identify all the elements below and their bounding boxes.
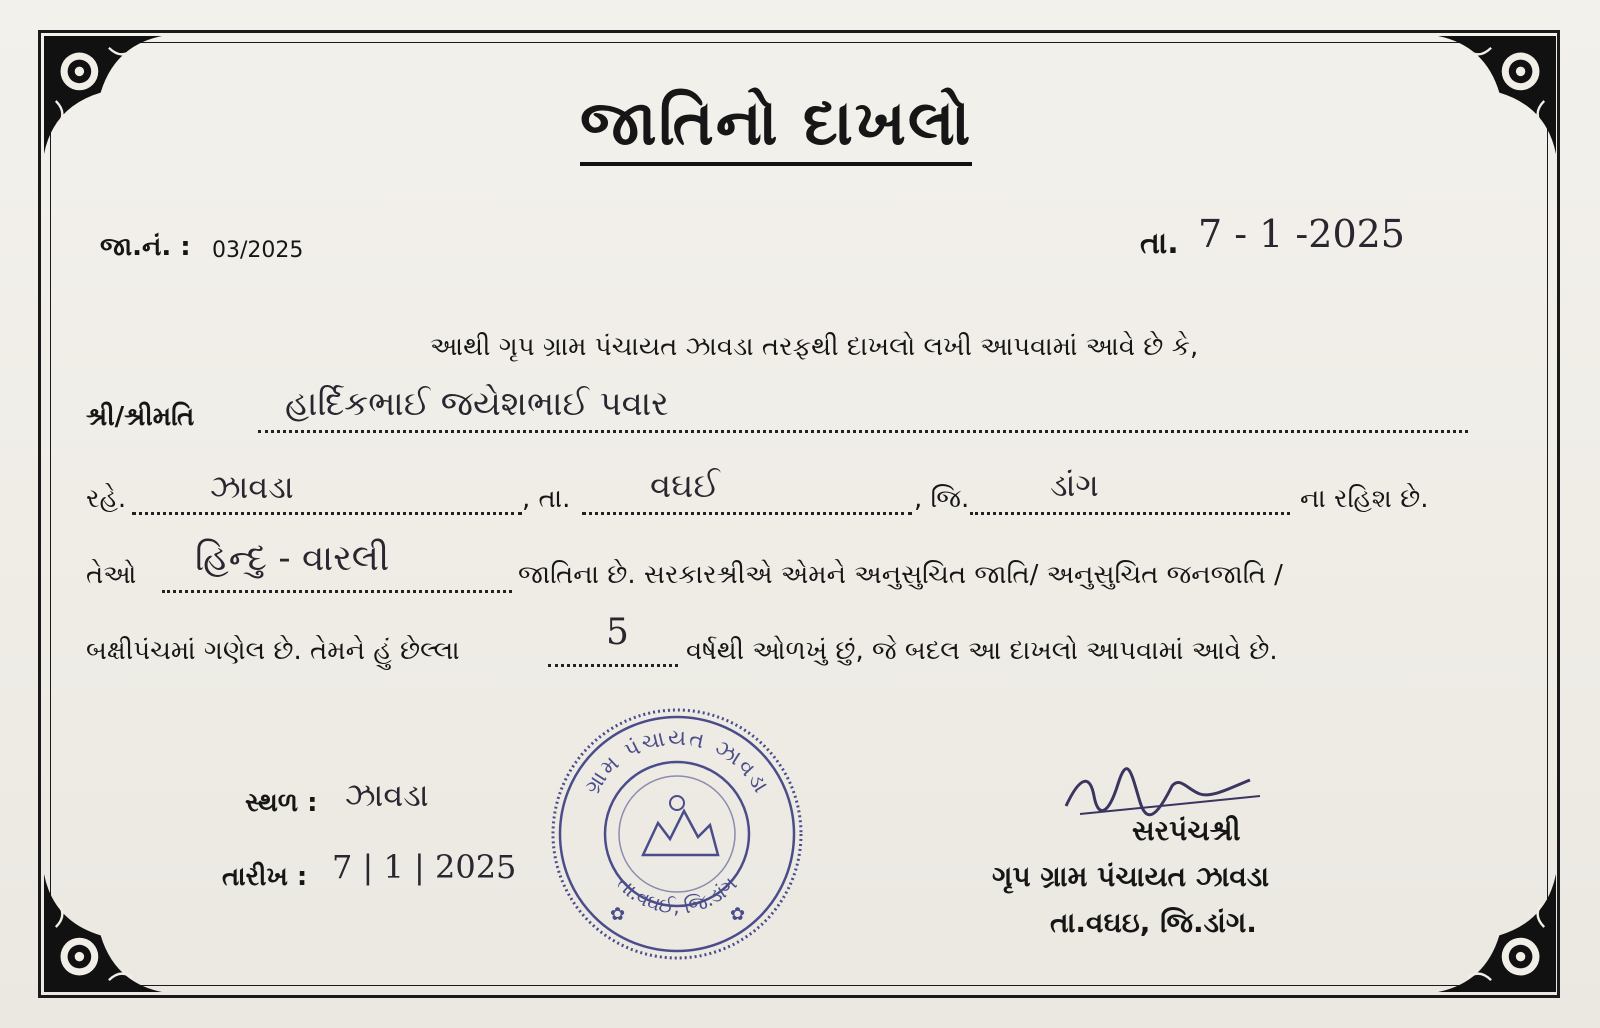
district-value: ડાંગ bbox=[1050, 466, 1099, 504]
svg-text:✿: ✿ bbox=[610, 904, 626, 925]
seal-top-text: ગ્રામ પંચાયત ઝાવડા bbox=[579, 725, 775, 799]
issue-date-label: તારીખ : bbox=[222, 862, 308, 892]
intro-text: આથી ગૃપ ગ્રામ પંચાયત ઝાવડા તરફથી દાખલો લખી આપવામાં આવે છે કે, bbox=[430, 332, 1199, 362]
district-dotted-line bbox=[970, 512, 1290, 515]
they-label: તેઓ bbox=[86, 560, 137, 590]
certificate-title: જાતિનો દાખલો bbox=[580, 86, 972, 166]
svg-text:✿: ✿ bbox=[730, 904, 746, 925]
resident-suffix: ના રહિશ છે. bbox=[1300, 484, 1429, 514]
ref-value: 03/2025 bbox=[212, 238, 304, 263]
name-dotted-line bbox=[258, 430, 1468, 433]
date-label: તા. bbox=[1140, 226, 1179, 261]
years-text: વર્ષથી ઓળખું છું, જે બદલ આ દાખલો આપવામાં આવે છે. bbox=[686, 636, 1278, 666]
name-label: શ્રી/શ્રીમતિ bbox=[86, 402, 195, 432]
corner-ornament-top-left bbox=[44, 36, 162, 154]
signatory-address: તા.વઘઇ, જિ.ડાંગ. bbox=[1050, 906, 1257, 939]
taluka-dotted-line bbox=[582, 512, 912, 515]
caste-text: જાતિના છે. સરકારશ્રીએ એમને અનુસુચિત જાતિ/ અનુસુચિત જનજાતિ / bbox=[518, 560, 1283, 590]
seal-bottom-text: તા.વઘઈ, જિ.ડાંગ bbox=[612, 871, 742, 919]
name-value: હાર્દિકભાઈ જયેશભાઈ પવાર bbox=[285, 384, 669, 424]
corner-ornament-bottom-right bbox=[1438, 874, 1556, 992]
caste-dotted-line bbox=[162, 590, 512, 593]
years-dotted-line bbox=[548, 664, 678, 667]
ref-label: જા.નં. : bbox=[100, 232, 191, 262]
corner-ornament-top-right bbox=[1438, 36, 1556, 154]
taluka-value: વઘઈ bbox=[650, 466, 720, 506]
taluka-label: , તા. bbox=[522, 484, 571, 514]
village-value: ઝાવડા bbox=[210, 468, 294, 506]
place-value: ઝાવડા bbox=[345, 776, 429, 814]
place-label: સ્થળ : bbox=[245, 788, 318, 818]
panchayat-seal bbox=[548, 705, 806, 963]
bakshi-text: બક્ષીપંચમાં ગણેલ છે. તેમને હું છેલ્લા bbox=[86, 636, 460, 666]
village-dotted-line bbox=[132, 512, 522, 515]
issue-date-value: 7 | 1 | 2025 bbox=[332, 848, 517, 886]
caste-value: હિન્દુ - વારલી bbox=[195, 538, 390, 579]
residence-label: રહે. bbox=[86, 484, 127, 514]
signatory-title: સરપંચશ્રી bbox=[1132, 814, 1241, 847]
years-value: 5 bbox=[606, 612, 629, 653]
signatory-org: ગૃપ ગ્રામ પંચાયત ઝાવડા bbox=[992, 860, 1270, 893]
date-value: 7 - 1 -2025 bbox=[1198, 212, 1405, 256]
district-label: , જિ. bbox=[914, 484, 970, 514]
corner-ornament-bottom-left bbox=[44, 874, 162, 992]
